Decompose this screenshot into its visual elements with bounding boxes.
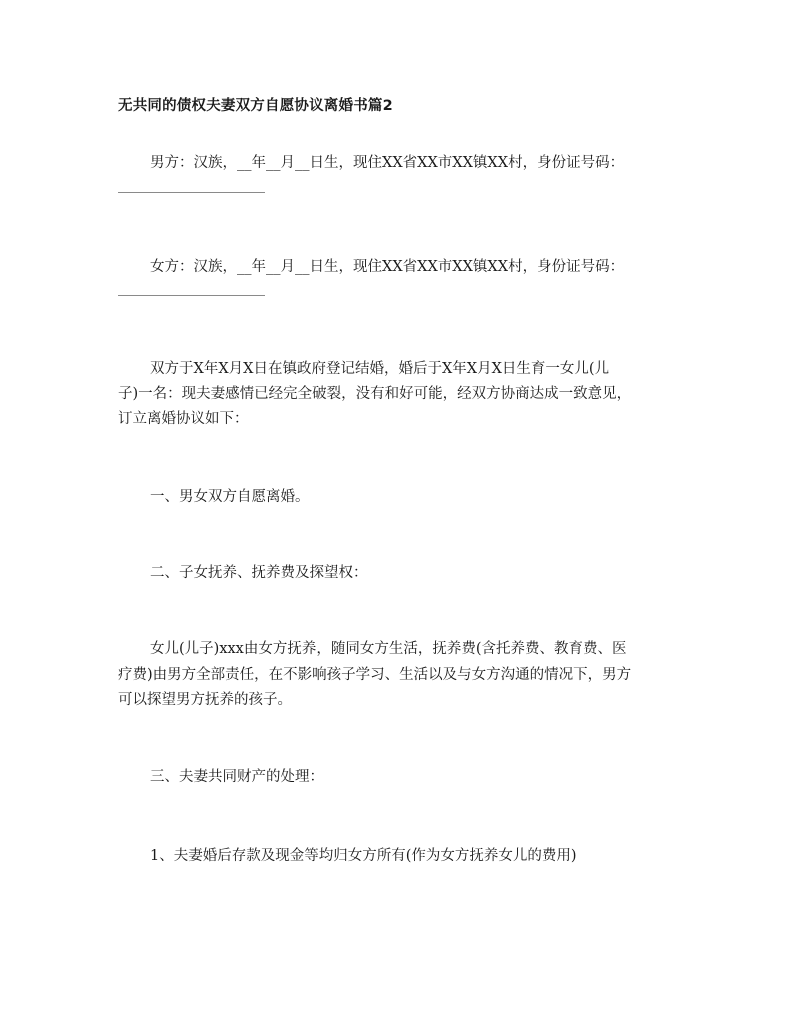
property-item-1: 1、夫妻婚后存款及现金等均归女方所有(作为女方抚养女儿的费用)	[150, 848, 577, 864]
section-3-heading: 三、夫妻共同财产的处理：	[150, 769, 324, 785]
document-title: 无共同的债权夫妻双方自愿协议离婚书篇2	[118, 98, 393, 114]
male-id-blank	[118, 192, 265, 193]
section-2-heading: 二、子女抚养、抚养费及探望权：	[150, 565, 368, 581]
female-id-blank	[118, 295, 265, 296]
intro-line-3: 订立离婚协议如下：	[118, 411, 249, 427]
custody-line-3: 可以探望男方抚养的孩子。	[118, 692, 292, 708]
section-1-heading: 一、男女双方自愿离婚。	[150, 489, 310, 505]
male-party-line: 男方：汉族，__年__月__日生，现住XX省XX市XX镇XX村，身份证号码：	[150, 155, 625, 171]
intro-line-1: 双方于X年X月X日在镇政府登记结婚，婚后于X年X月X日生育一女儿(儿	[150, 361, 610, 377]
intro-line-2: 子)一名：现夫妻感情已经完全破裂，没有和好可能，经双方协商达成一致意见，	[118, 386, 632, 402]
custody-line-2: 疗费)由男方全部责任，在不影响孩子学习、生活以及与女方沟通的情况下，男方	[118, 667, 632, 683]
female-party-line: 女方：汉族，__年__月__日生，现住XX省XX市XX镇XX村，身份证号码：	[150, 259, 625, 275]
custody-line-1: 女儿(儿子)xxx由女方抚养，随同女方生活，抚养费(含托养费、教育费、医	[150, 641, 627, 657]
